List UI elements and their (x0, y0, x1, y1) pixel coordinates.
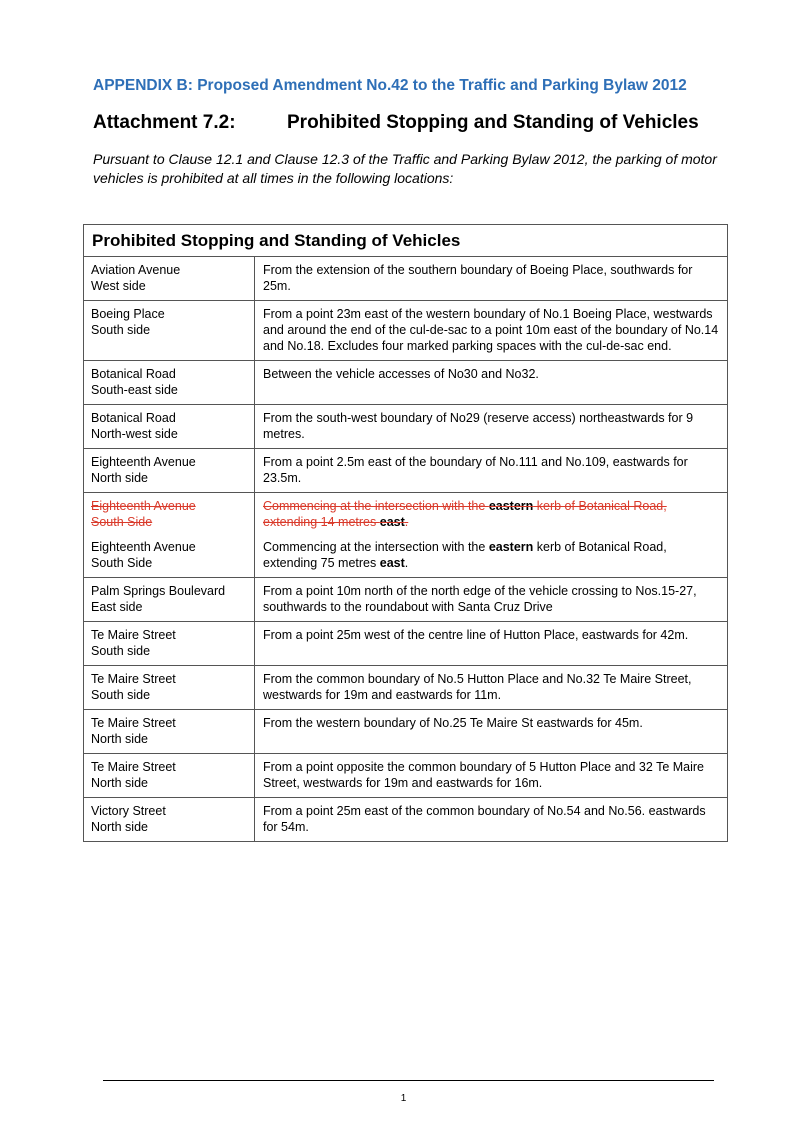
footer-divider (103, 1080, 714, 1081)
street-name: Te Maire Street (91, 760, 176, 774)
location-cell (84, 798, 255, 842)
street-name: Palm Springs Boulevard (91, 584, 226, 598)
appendix-title: APPENDIX B: Proposed Amendment No.42 to the Traffic and Parking Bylaw 2012 (93, 77, 687, 94)
location-cell (84, 666, 255, 710)
street-name: Aviation Avenue (91, 263, 181, 277)
table-row (84, 666, 728, 710)
street-name: Boeing Place (91, 307, 165, 321)
location-cell (84, 710, 255, 754)
street-side: South side (91, 644, 151, 658)
street-name: Eighteenth Avenue (91, 455, 196, 469)
description-cell: From the south-west boundary of No29 (reserve access) northeastwards for 9 metres. (255, 405, 728, 449)
prohibited-locations-table (83, 224, 728, 842)
description-cell: From a point 10m north of the north edge of the vehicle crossing to Nos.15-27, southwards to the roundabout with Santa Cruz Drive (255, 578, 728, 622)
street-side: West side (91, 279, 146, 293)
deleted-street-name: Eighteenth Avenue (91, 499, 196, 513)
street-name: Botanical Road (91, 367, 176, 381)
description-cell: From a point opposite the common boundary of 5 Hutton Place and 32 Te Maire Street, westwards for 19m and eastwards for 16m. (255, 754, 728, 798)
street-side: East side (91, 600, 143, 614)
location-cell (84, 449, 255, 493)
street-side: North side (91, 471, 148, 485)
attachment-heading (93, 112, 793, 134)
street-side: South side (91, 323, 151, 337)
location-cell (84, 493, 255, 578)
street-side: North side (91, 776, 148, 790)
street-name: Te Maire Street (91, 628, 176, 642)
table-row (84, 301, 728, 361)
location-cell (84, 578, 255, 622)
street-name: Te Maire Street (91, 672, 176, 686)
table-row (84, 622, 728, 666)
street-side: North-west side (91, 427, 178, 441)
street-side: South side (91, 688, 151, 702)
page-number: 1 (400, 1093, 407, 1104)
description-cell: From the extension of the southern boundary of Boeing Place, southwards for 25m. (255, 257, 728, 301)
description-cell: From the western boundary of No.25 Te Maire St eastwards for 45m. (255, 710, 728, 754)
description-cell: From a point 25m east of the common boundary of No.54 and No.56. eastwards for 54m. (255, 798, 728, 842)
table-heading-row (84, 225, 728, 257)
location-cell (84, 754, 255, 798)
intro-paragraph: Pursuant to Clause 12.1 and Clause 12.3 of the Traffic and Parking Bylaw 2012, the parking of motor vehicles is prohibited at all times in the following locations: (93, 151, 717, 186)
table-row (84, 798, 728, 842)
attachment-number: Attachment 7.2: (93, 112, 236, 133)
street-name: Eighteenth Avenue (91, 540, 196, 554)
location-cell (84, 361, 255, 405)
street-name: Botanical Road (91, 411, 176, 425)
attachment-title: Prohibited Stopping and Standing of Vehicles (287, 112, 699, 133)
location-cell (84, 301, 255, 361)
street-name: Victory Street (91, 804, 166, 818)
description-cell: From a point 23m east of the western boundary of No.1 Boeing Place, westwards and around the end of the cul-de-sac to a point 10m east of the boundary of No.14 and No.18. Excludes four marked parking spaces with the cul-de-sac end. (255, 301, 728, 361)
table-row (84, 449, 728, 493)
table-row-amended (84, 493, 728, 578)
location-cell (84, 622, 255, 666)
table-row (84, 361, 728, 405)
table-row (84, 710, 728, 754)
location-cell (84, 257, 255, 301)
table-row (84, 257, 728, 301)
street-side: North side (91, 820, 148, 834)
description-cell: From a point 2.5m east of the boundary of No.111 and No.109, eastwards for 23.5m. (255, 449, 728, 493)
location-cell (84, 405, 255, 449)
description-cell (255, 493, 728, 578)
description-cell: Between the vehicle accesses of No30 and No32. (255, 361, 728, 405)
table-row (84, 578, 728, 622)
deleted-street-side: South Side (91, 515, 153, 529)
deleted-description: Commencing at the intersection with the eastern kerb of Botanical Road, extending 14 metres east. (263, 499, 667, 529)
street-side: South Side (91, 556, 153, 570)
table-heading: Prohibited Stopping and Standing of Vehicles (84, 225, 728, 257)
street-name: Te Maire Street (91, 716, 176, 730)
table-row (84, 754, 728, 798)
street-side: North side (91, 732, 148, 746)
description-cell: From a point 25m west of the centre line of Hutton Place, eastwards for 42m. (255, 622, 728, 666)
table-row (84, 405, 728, 449)
street-side: South-east side (91, 383, 178, 397)
description-cell: From the common boundary of No.5 Hutton Place and No.32 Te Maire Street, westwards for 19m and eastwards for 11m. (255, 666, 728, 710)
new-description: Commencing at the intersection with the eastern kerb of Botanical Road, extending 75 metres east. (263, 540, 667, 570)
